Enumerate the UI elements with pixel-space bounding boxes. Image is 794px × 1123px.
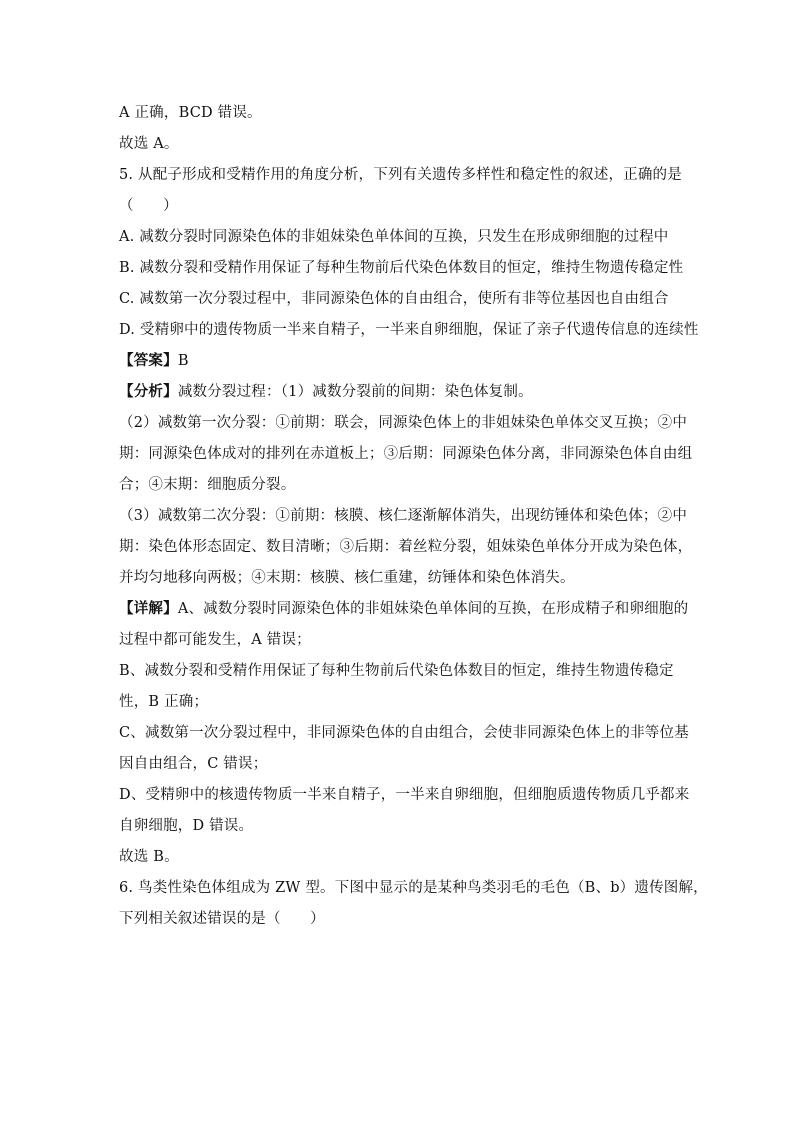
text-line: 过程中都可能发生，A 错误； <box>119 632 311 648</box>
text-line: 性，B 正确； <box>119 694 209 710</box>
text-line: B、减数分裂和受精作用保证了每种生物前后代染色体数目的恒定，维持生物遗传稳定 <box>119 663 674 679</box>
analysis-text: 减数分裂过程：（1）减数分裂前的间期：染色体复制。 <box>177 384 533 400</box>
option-a: A. 减数分裂时同源染色体的非姐妹染色单体间的互换，只发生在形成卵细胞的过程中 <box>119 229 669 245</box>
text-line: 并均匀地移向两极；④末期：核膜、核仁重建，纺锤体和染色体消失。 <box>119 570 575 586</box>
detail-line <box>119 600 688 618</box>
text-line: 自卵细胞，D 错误。 <box>119 818 254 834</box>
text-line: A 正确，BCD 错误。 <box>119 105 262 121</box>
answer-value: B <box>177 353 189 369</box>
text-line: 合；④末期：细胞质分裂。 <box>119 477 296 493</box>
text-line: 故选 A。 <box>119 136 179 152</box>
text-line: D、受精卵中的核遗传物质一半来自精子，一半来自卵细胞，但细胞质遗传物质几乎都来 <box>119 787 690 803</box>
text-line: （3）减数第二次分裂：①前期：核膜、核仁逐渐解体消失，出现纺锤体和染色体；②中 <box>119 508 688 524</box>
analysis-line <box>119 383 533 401</box>
question-6-stem: 6. 鸟类性染色体组成为 ZW 型。下图中显示的是某种鸟类羽毛的毛色（B、b）遗传图解， <box>119 880 708 896</box>
question-5-stem: 5. 从配子形成和受精作用的角度分析，下列有关遗传多样性和稳定性的叙述，正确的是 <box>119 167 682 183</box>
option-d: D. 受精卵中的遗传物质一半来自精子，一半来自卵细胞，保证了亲子代遗传信息的连续性 <box>119 322 699 338</box>
text-line: 故选 B。 <box>119 849 179 865</box>
answer-line <box>119 352 189 370</box>
text-line: 因自由组合，C 错误； <box>119 756 268 772</box>
text-line: C、减数第一次分裂过程中，非同源染色体的自由组合，会使非同源染色体上的非等位基 <box>119 725 689 741</box>
text-line: 期：染色体形态固定、数目清晰；③后期：着丝粒分裂，姐妹染色单体分开成为染色体， <box>119 539 693 555</box>
answer-label: 【答案】 <box>119 352 178 369</box>
answer-blank: （ ） <box>119 198 178 214</box>
text-line: （2）减数第一次分裂：①前期：联会，同源染色体上的非姐妹染色单体交叉互换；②中 <box>119 415 688 431</box>
detail-label: 【详解】 <box>119 600 178 617</box>
option-b: B. 减数分裂和受精作用保证了每种生物前后代染色体数目的恒定，维持生物遗传稳定性 <box>119 260 684 276</box>
option-c: C. 减数第一次分裂过程中，非同源染色体的自由组合，使所有非等位基因也自由组合 <box>119 291 669 307</box>
question-6-prompt: 下列相关叙述错误的是（ ） <box>119 911 325 927</box>
detail-text: A、减数分裂时同源染色体的非姐妹染色单体间的互换，在形成精子和卵细胞的 <box>177 601 689 617</box>
text-line: 期：同源染色体成对的排列在赤道板上；③后期：同源染色体分离，非同源染色体自由组 <box>119 446 693 462</box>
analysis-label: 【分析】 <box>119 383 178 400</box>
